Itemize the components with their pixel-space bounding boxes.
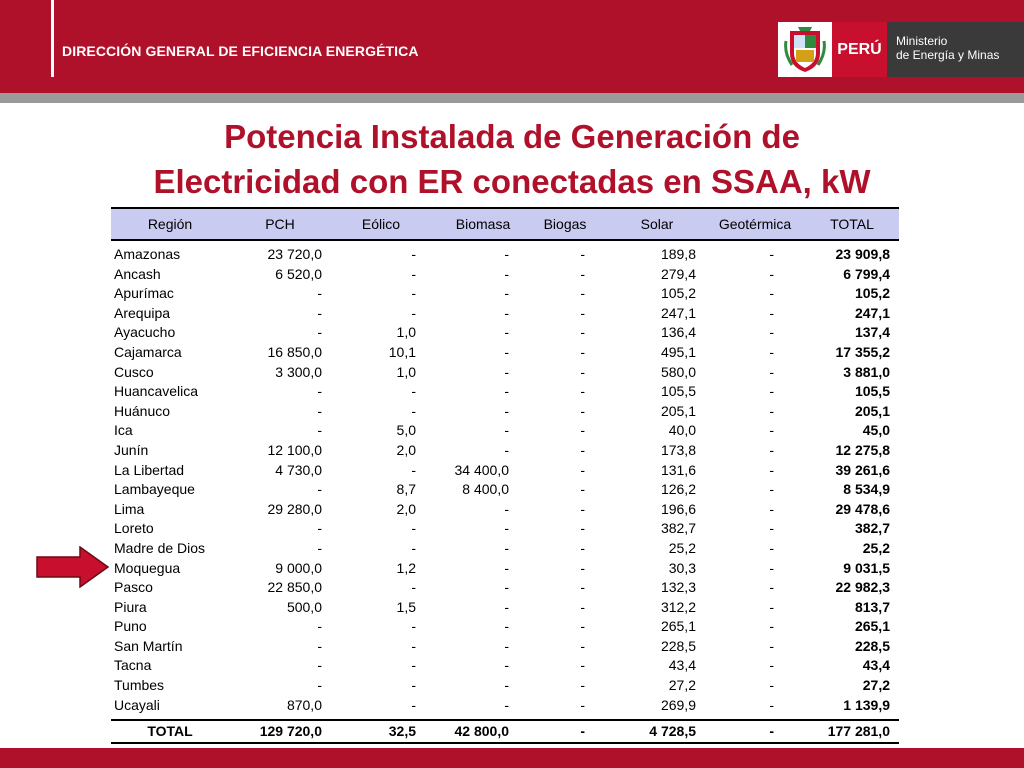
value-cell: 27,2 (668, 677, 696, 694)
region-cell: Cajamarca (114, 343, 182, 360)
region-cell: Lambayeque (114, 481, 195, 498)
total-cell: 4 728,5 (649, 723, 696, 740)
title-line1: Potencia Instalada de Generación de (224, 118, 800, 155)
value-cell: 131,6 (660, 461, 696, 478)
logo-country-label: PERÚ (832, 22, 887, 77)
table-row (111, 598, 899, 618)
header-divider (0, 93, 1024, 103)
value-cell: - (580, 265, 585, 282)
value-cell: - (317, 637, 322, 654)
value-cell: 45,0 (862, 422, 890, 439)
table-row (111, 382, 899, 402)
value-cell: - (504, 363, 509, 380)
table-header (111, 207, 899, 241)
value-cell: 2,0 (396, 500, 416, 517)
value-cell: 12 275,8 (835, 441, 890, 458)
value-cell: - (504, 402, 509, 419)
value-cell: - (317, 402, 322, 419)
value-cell: - (317, 383, 322, 400)
table-row (111, 676, 899, 696)
value-cell: - (769, 579, 774, 596)
capacity-table (111, 207, 899, 744)
value-cell: - (411, 696, 416, 713)
value-cell: - (769, 343, 774, 360)
value-cell: 105,2 (660, 285, 696, 302)
value-cell: - (504, 265, 509, 282)
value-cell: 16 850,0 (267, 343, 322, 360)
value-cell: 3 881,0 (843, 363, 890, 380)
value-cell: 1,5 (396, 598, 416, 615)
value-cell: - (769, 383, 774, 400)
region-cell: Lima (114, 500, 145, 517)
value-cell: - (411, 402, 416, 419)
value-cell: 29 478,6 (835, 500, 890, 517)
table-row (111, 363, 899, 383)
footer-bar (0, 748, 1024, 768)
value-cell: - (769, 598, 774, 615)
table-body (111, 241, 899, 715)
value-cell: 1,2 (396, 559, 416, 576)
value-cell: - (504, 343, 509, 360)
value-cell: - (411, 246, 416, 262)
column-header: Geotérmica (718, 216, 792, 232)
value-cell: - (317, 618, 322, 635)
logo-ministry-line1: Ministerio (896, 34, 948, 48)
value-cell: 105,5 (854, 383, 890, 400)
table-row (111, 656, 899, 676)
region-cell: San Martín (114, 637, 183, 654)
value-cell: - (580, 363, 585, 380)
logo-ministry-line2: de Energía y Minas (896, 48, 1000, 62)
value-cell: - (504, 696, 509, 713)
value-cell: 3 300,0 (275, 363, 322, 380)
value-cell: 9 031,5 (843, 559, 890, 576)
value-cell: - (769, 461, 774, 478)
value-cell: - (769, 696, 774, 713)
value-cell: - (317, 285, 322, 302)
value-cell: 105,5 (660, 383, 696, 400)
value-cell: - (580, 461, 585, 478)
value-cell: 5,0 (396, 422, 416, 439)
value-cell: - (769, 500, 774, 517)
value-cell: 2,0 (396, 441, 416, 458)
value-cell: 25,2 (668, 539, 696, 556)
value-cell: - (580, 500, 585, 517)
value-cell: - (411, 637, 416, 654)
value-cell: - (317, 422, 322, 439)
value-cell: 1,0 (396, 363, 416, 380)
table-row (111, 637, 899, 657)
value-cell: - (580, 520, 585, 537)
value-cell: - (504, 324, 509, 341)
value-cell: - (317, 304, 322, 321)
table-row (111, 539, 899, 559)
value-cell: 247,1 (660, 304, 696, 321)
department-name: DIRECCIÓN GENERAL DE EFICIENCIA ENERGÉTICA (62, 43, 419, 59)
region-cell: Tumbes (114, 677, 165, 694)
region-cell: Amazonas (114, 246, 181, 262)
value-cell: - (580, 422, 585, 439)
region-cell: Apurímac (114, 285, 174, 302)
value-cell: 312,2 (660, 598, 696, 615)
value-cell: - (580, 618, 585, 635)
value-cell: 137,4 (854, 324, 890, 341)
value-cell: - (317, 539, 322, 556)
value-cell: - (580, 677, 585, 694)
value-cell: 269,9 (660, 696, 696, 713)
table-row (111, 343, 899, 363)
value-cell: 105,2 (854, 285, 890, 302)
region-cell: Piura (114, 598, 147, 615)
value-cell: - (580, 304, 585, 321)
value-cell: 247,1 (854, 304, 890, 321)
value-cell: - (317, 324, 322, 341)
value-cell: 27,2 (862, 677, 890, 694)
value-cell: 10,1 (388, 343, 416, 360)
column-header: Biomasa (455, 216, 511, 232)
value-cell: - (580, 696, 585, 713)
region-cell: Ucayali (114, 696, 160, 713)
value-cell: 6 520,0 (275, 265, 322, 282)
value-cell: - (769, 402, 774, 419)
value-cell: - (580, 246, 585, 262)
value-cell: - (580, 402, 585, 419)
value-cell: 813,7 (854, 598, 890, 615)
region-cell: Tacna (114, 657, 152, 674)
value-cell: 205,1 (854, 402, 890, 419)
value-cell: - (769, 637, 774, 654)
value-cell: - (411, 579, 416, 596)
value-cell: - (411, 618, 416, 635)
title-line2: Electricidad con ER conectadas en SSAA, kW (153, 163, 871, 200)
value-cell: 29 280,0 (267, 500, 322, 517)
value-cell: - (769, 246, 774, 262)
value-cell: - (580, 579, 585, 596)
value-cell: - (317, 677, 322, 694)
value-cell: 8,7 (396, 481, 416, 498)
total-cell: 32,5 (388, 723, 416, 740)
value-cell: - (504, 520, 509, 537)
value-cell: - (504, 500, 509, 517)
table-row (111, 421, 899, 441)
table-row (111, 265, 899, 285)
column-header: TOTAL (830, 216, 874, 232)
value-cell: 34 400,0 (454, 461, 509, 478)
value-cell: - (769, 657, 774, 674)
value-cell: - (580, 637, 585, 654)
value-cell: 870,0 (286, 696, 322, 713)
value-cell: - (504, 383, 509, 400)
value-cell: - (504, 539, 509, 556)
region-cell: Moquegua (114, 559, 181, 576)
value-cell: 4 730,0 (275, 461, 322, 478)
column-header: Eólico (361, 216, 401, 232)
value-cell: 9 000,0 (275, 559, 322, 576)
total-cell: TOTAL (147, 723, 193, 740)
value-cell: 265,1 (854, 618, 890, 635)
value-cell: 43,4 (862, 657, 890, 674)
region-cell: Arequipa (114, 304, 171, 321)
value-cell: 132,3 (660, 579, 696, 596)
value-cell: - (504, 441, 509, 458)
value-cell: - (411, 265, 416, 282)
value-cell: - (580, 324, 585, 341)
value-cell: - (504, 422, 509, 439)
value-cell: 279,4 (660, 265, 696, 282)
value-cell: 23 720,0 (267, 246, 322, 262)
region-cell: Cusco (114, 363, 154, 380)
value-cell: - (504, 285, 509, 302)
value-cell: - (504, 304, 509, 321)
total-cell: 42 800,0 (454, 723, 509, 740)
value-cell: - (580, 441, 585, 458)
coat-of-arms-icon (778, 22, 832, 77)
table-row (111, 441, 899, 461)
value-cell: - (769, 441, 774, 458)
column-header: Biogas (543, 216, 587, 232)
value-cell: - (580, 657, 585, 674)
value-cell: - (769, 363, 774, 380)
highlight-arrow-icon (36, 546, 110, 588)
value-cell: - (317, 481, 322, 498)
total-cell: - (769, 723, 774, 740)
region-cell: Junín (114, 441, 149, 458)
region-cell: Loreto (114, 520, 154, 537)
value-cell: 8 534,9 (843, 481, 890, 498)
table-row (111, 480, 899, 500)
column-header: Región (147, 216, 193, 232)
value-cell: 12 100,0 (267, 441, 322, 458)
logo-ministry-label (887, 22, 1024, 77)
region-cell: Ica (114, 422, 133, 439)
region-cell: La Libertad (114, 461, 185, 478)
value-cell: - (769, 520, 774, 537)
value-cell: 23 909,8 (835, 246, 890, 262)
value-cell: 8 400,0 (462, 481, 509, 498)
value-cell: 189,8 (660, 246, 696, 262)
value-cell: - (411, 677, 416, 694)
table-row (111, 304, 899, 324)
value-cell: - (580, 481, 585, 498)
table-row (111, 323, 899, 343)
value-cell: 39 261,6 (835, 461, 890, 478)
table-total-row (111, 719, 899, 744)
value-cell: 43,4 (668, 657, 696, 674)
value-cell: - (769, 265, 774, 282)
value-cell: - (411, 539, 416, 556)
value-cell: - (769, 422, 774, 439)
region-cell: Ayacucho (114, 324, 176, 341)
column-header: PCH (265, 216, 295, 232)
value-cell: 17 355,2 (835, 343, 890, 360)
value-cell: - (411, 383, 416, 400)
value-cell: - (411, 285, 416, 302)
page-title (0, 114, 1024, 204)
value-cell: - (769, 677, 774, 694)
value-cell: - (504, 598, 509, 615)
table-row (111, 402, 899, 422)
value-cell: - (580, 539, 585, 556)
value-cell: 580,0 (660, 363, 696, 380)
value-cell: 495,1 (660, 343, 696, 360)
column-header: Solar (640, 216, 674, 232)
value-cell: - (504, 657, 509, 674)
table-row (111, 500, 899, 520)
value-cell: - (580, 383, 585, 400)
value-cell: 6 799,4 (843, 265, 890, 282)
table-row (111, 284, 899, 304)
header-vertical-rule (51, 0, 54, 77)
value-cell: - (769, 285, 774, 302)
table-row (111, 559, 899, 579)
region-cell: Madre de Dios (114, 539, 206, 556)
table-row (111, 461, 899, 481)
value-cell: 40,0 (668, 422, 696, 439)
table-row (111, 696, 899, 716)
value-cell: 22 850,0 (267, 579, 322, 596)
region-cell: Huánuco (114, 402, 171, 419)
value-cell: 1 139,9 (843, 696, 890, 713)
value-cell: - (411, 520, 416, 537)
value-cell: 205,1 (660, 402, 696, 419)
value-cell: - (504, 637, 509, 654)
value-cell: 1,0 (396, 324, 416, 341)
value-cell: - (769, 324, 774, 341)
region-cell: Puno (114, 618, 147, 635)
region-cell: Ancash (114, 265, 161, 282)
value-cell: - (580, 559, 585, 576)
value-cell: 25,2 (862, 539, 890, 556)
region-cell: Huancavelica (114, 383, 199, 400)
value-cell: 126,2 (660, 481, 696, 498)
value-cell: 196,6 (660, 500, 696, 517)
total-cell: 177 281,0 (827, 723, 890, 740)
table-row (111, 578, 899, 598)
value-cell: - (504, 559, 509, 576)
value-cell: - (317, 520, 322, 537)
value-cell: 136,4 (660, 324, 696, 341)
value-cell: - (580, 285, 585, 302)
table-row (111, 519, 899, 539)
value-cell: - (411, 657, 416, 674)
value-cell: 228,5 (660, 637, 696, 654)
value-cell: - (317, 657, 322, 674)
value-cell: - (769, 559, 774, 576)
value-cell: 382,7 (854, 520, 890, 537)
value-cell: - (769, 304, 774, 321)
value-cell: 22 982,3 (835, 579, 890, 596)
ministry-logo (778, 22, 1024, 77)
total-cell: 129 720,0 (259, 723, 322, 740)
value-cell: 173,8 (660, 441, 696, 458)
value-cell: - (504, 579, 509, 596)
value-cell: - (580, 598, 585, 615)
total-cell: - (580, 723, 585, 740)
value-cell: - (769, 539, 774, 556)
region-cell: Pasco (114, 579, 153, 596)
value-cell: - (411, 461, 416, 478)
value-cell: 382,7 (660, 520, 696, 537)
value-cell: - (504, 677, 509, 694)
value-cell: 500,0 (286, 598, 322, 615)
value-cell: - (769, 481, 774, 498)
value-cell: - (769, 618, 774, 635)
table-row (111, 617, 899, 637)
value-cell: - (504, 618, 509, 635)
value-cell: 265,1 (660, 618, 696, 635)
value-cell: - (411, 304, 416, 321)
value-cell: - (504, 246, 509, 262)
table-row (111, 245, 899, 265)
value-cell: - (580, 343, 585, 360)
value-cell: 228,5 (854, 637, 890, 654)
value-cell: 30,3 (668, 559, 696, 576)
